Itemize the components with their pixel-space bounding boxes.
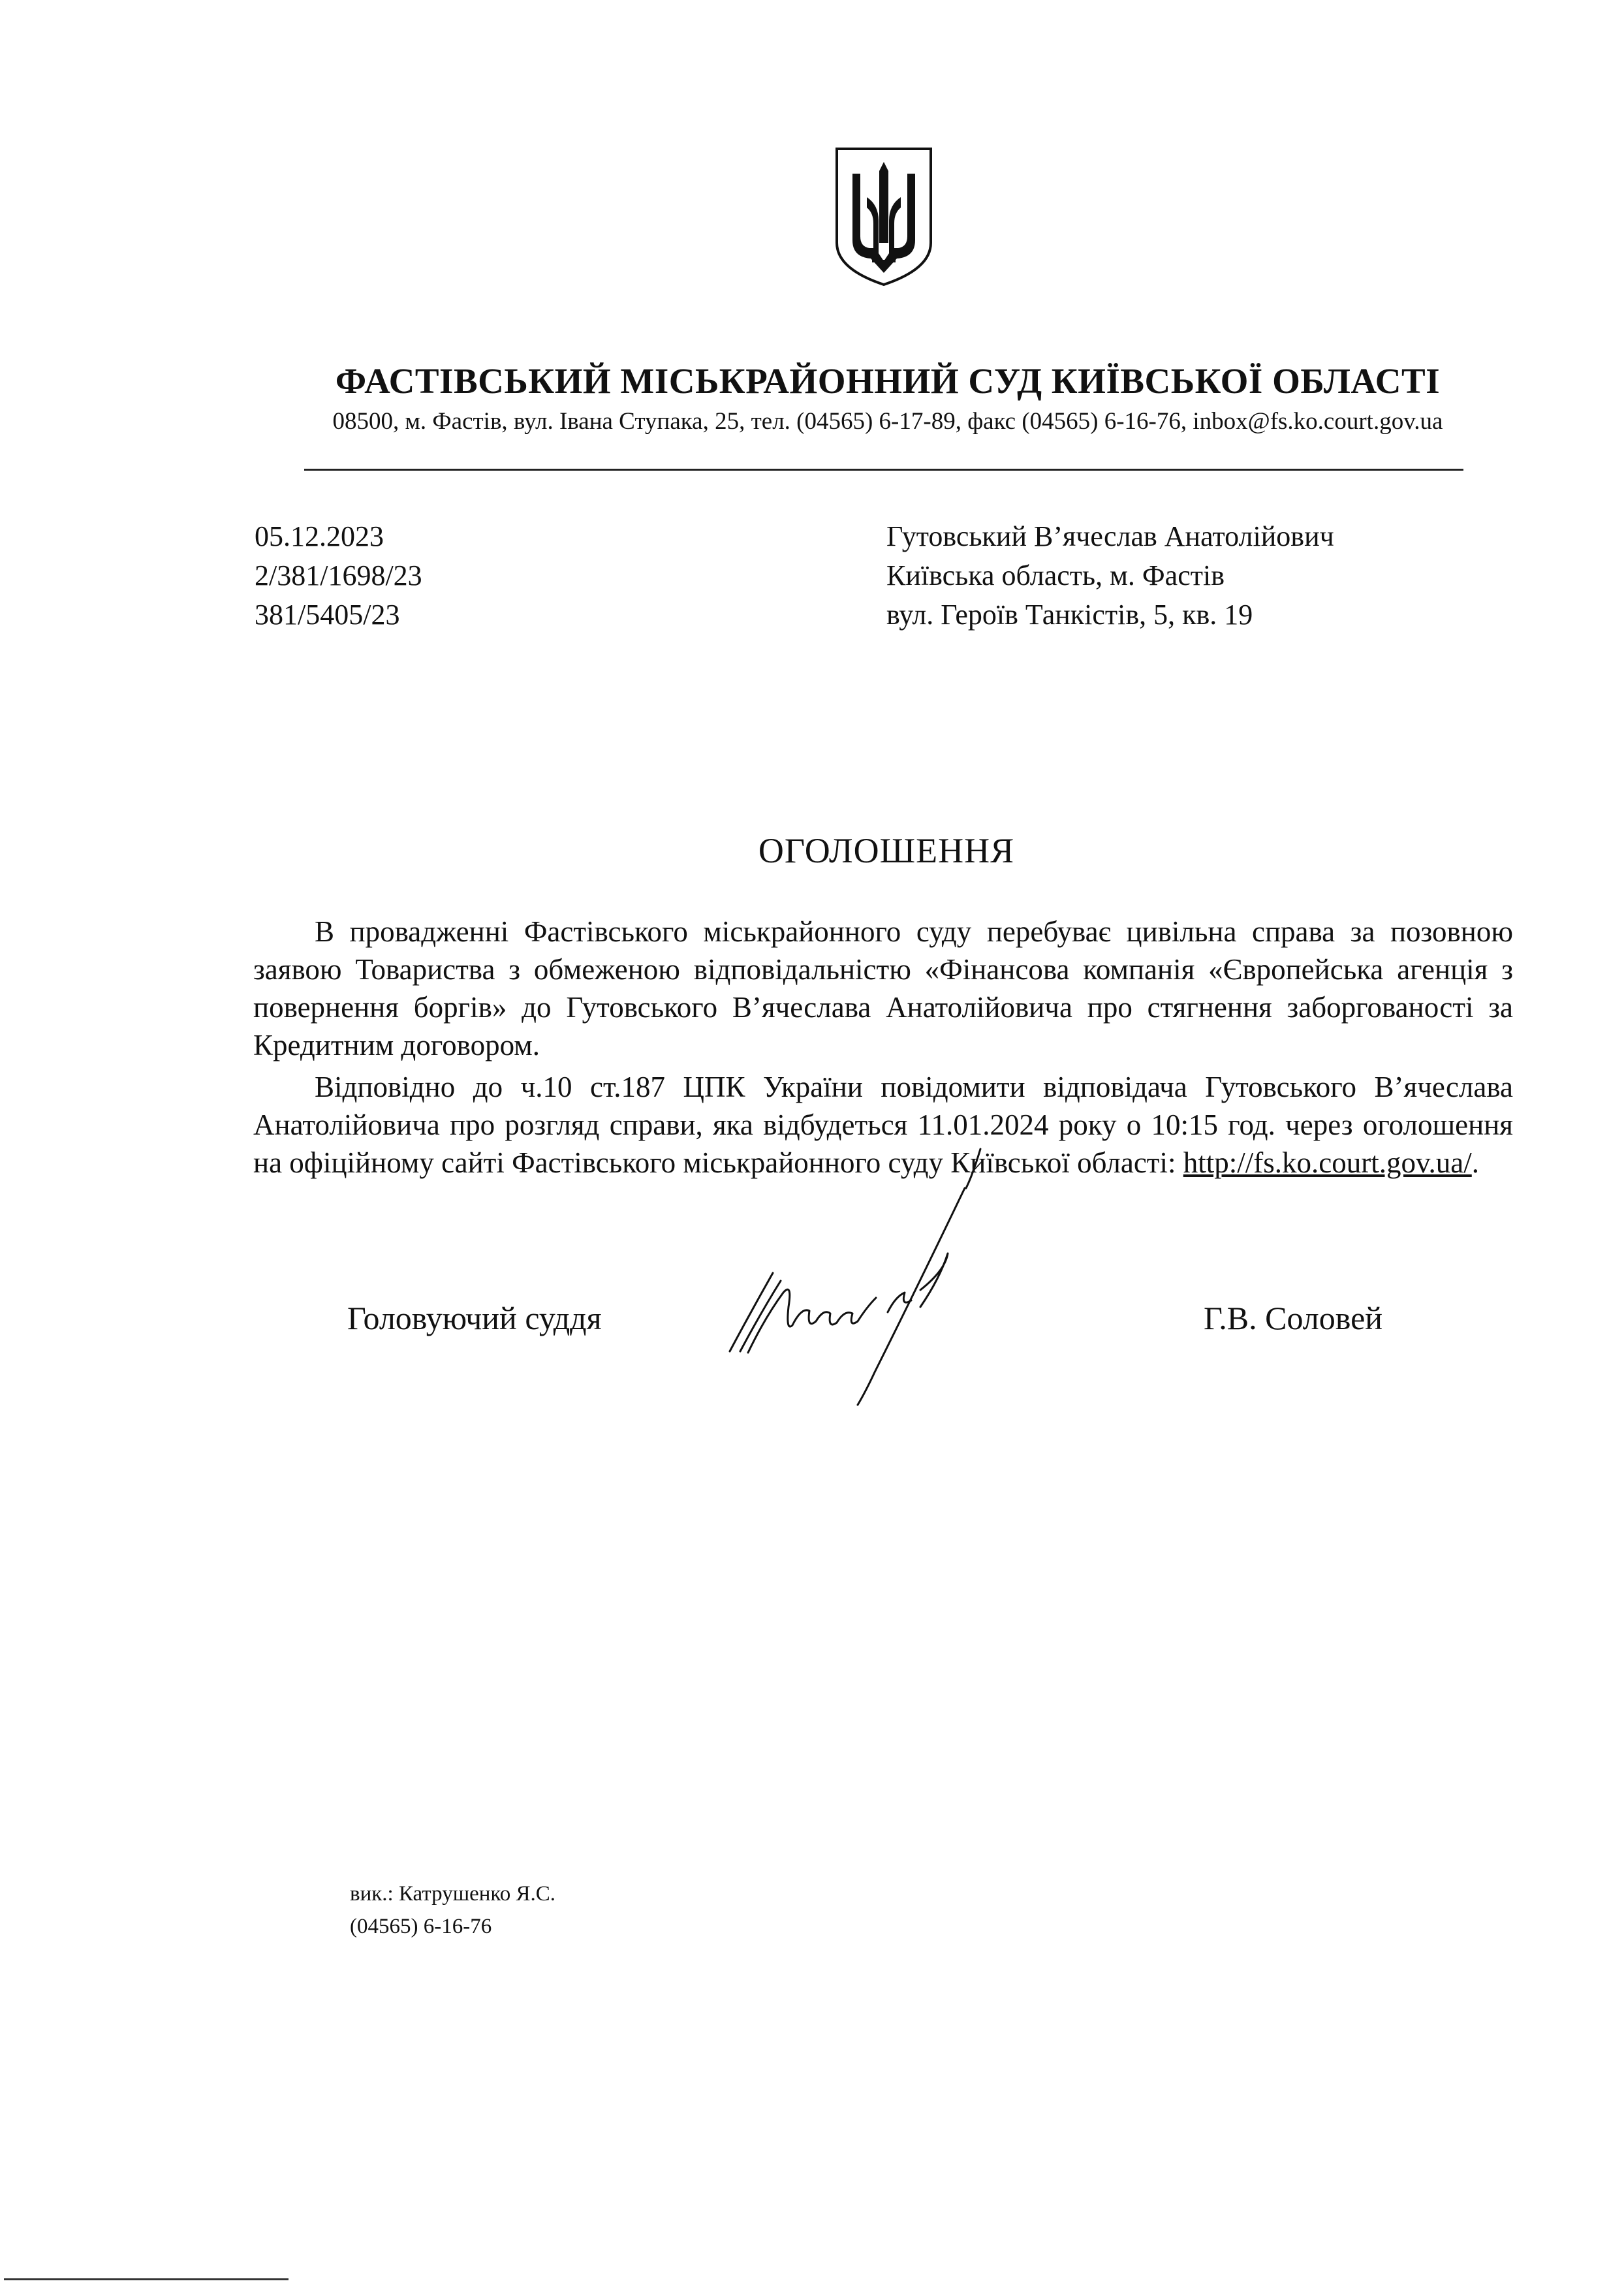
court-name: ФАСТІВСЬКИЙ МІСЬКРАЙОННИЙ СУД КИЇВСЬКОЇ ОБЛАСТІ xyxy=(335,361,1441,401)
registration-number: 381/5405/23 xyxy=(255,599,400,631)
announcement-paragraph-1: В провадженні Фастівського міськрайонного суду перебуває цивільна справа за позовною заявою Товариства з обмеженою відповідальністю «Фінансова компанія «Європейська агенція з повернення боргів» до Гутовського В’ячеслава Анатолійовича про стягнення заборгованості за Кредитним договором. xyxy=(253,915,1513,1061)
handwritten-signature xyxy=(725,1136,986,1410)
signatory-name: Г.В. Соловей xyxy=(1204,1300,1383,1336)
addressee-block xyxy=(886,517,1334,635)
paragraph-2-end: . xyxy=(1471,1146,1480,1179)
case-number: 2/381/1698/23 xyxy=(255,559,422,591)
addressee-street: вул. Героїв Танкістів, 5, кв. 19 xyxy=(886,599,1253,631)
header-divider xyxy=(304,469,1463,471)
paragraph-2-text: Відповідно до ч.10 ст.187 ЦПК України повідомити відповідача Гутовського В’ячеслава Анатолійовича про розгляд справи, яка відбудеться 11.01.2024 року о 10:15 год. через оголошення на офіційному сайті Фастівського міськрайонного суду Київської області: xyxy=(253,1071,1513,1179)
executor-phone: (04565) 6-16-76 xyxy=(350,1915,492,1938)
addressee-name: Гутовський В’ячеслав Анатолійович xyxy=(886,520,1334,552)
court-address: 08500, м. Фастів, вул. Івана Ступака, 25, тел. (04565) 6-17-89, факс (04565) 6-16-76, inbox@fs.ko.court.gov.ua xyxy=(332,408,1443,435)
executor-name: вик.: Катрушенко Я.С. xyxy=(350,1882,556,1906)
court-website-link[interactable]: http://fs.ko.court.gov.ua/ xyxy=(1183,1146,1472,1179)
outgoing-details xyxy=(255,517,422,635)
signatory-role: Головуючий суддя xyxy=(347,1300,602,1336)
document-title: ОГОЛОШЕННЯ xyxy=(758,831,1015,870)
footer-mark-line xyxy=(4,2278,289,2280)
addressee-region-city: Київська область, м. Фастів xyxy=(886,559,1225,591)
executor-block xyxy=(350,1878,555,1943)
trident-coat-of-arms-icon xyxy=(833,145,935,289)
outgoing-date: 05.12.2023 xyxy=(255,520,384,552)
